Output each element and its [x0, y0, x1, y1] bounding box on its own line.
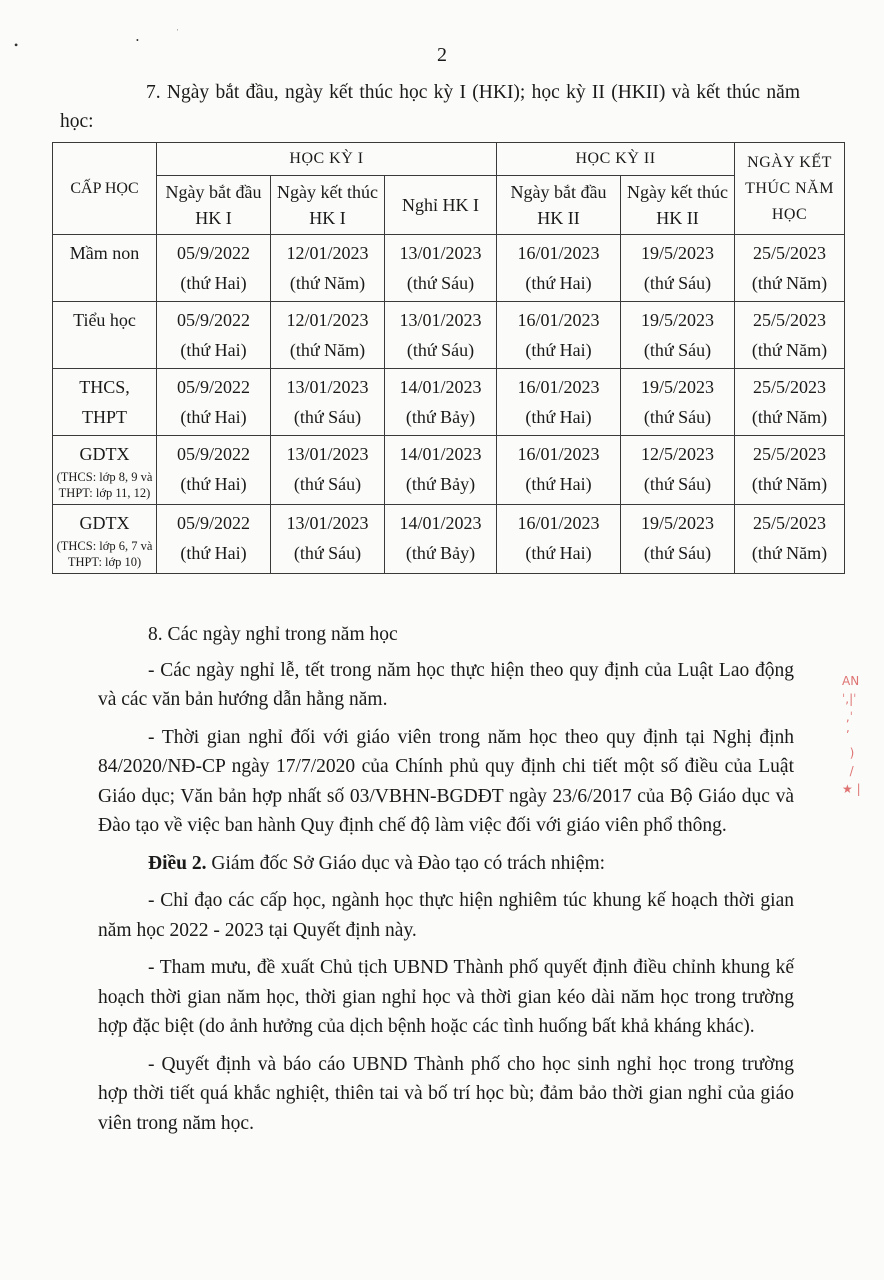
row-level-label: Mầm non [69, 243, 140, 263]
seal-text: AN [842, 674, 860, 688]
section-8-paragraph-1: - Các ngày nghỉ lễ, tết trong năm học thực hiện theo quy định của Luật Lao động và các văn bản hướng dẫn hằng năm. [98, 659, 794, 710]
row-level-cell [53, 436, 157, 505]
date-cell [385, 436, 497, 505]
date-cell [385, 369, 497, 436]
row-level-cell [53, 235, 157, 302]
date-value: 13/01/2023 [286, 444, 369, 464]
date-value: 05/9/2022 [176, 310, 250, 330]
table-row [53, 302, 845, 369]
date-value: 16/01/2023 [517, 310, 600, 330]
section-7-heading: 7. Ngày bắt đầu, ngày kết thúc học kỳ I (HKI); học kỳ II (HKII) và kết thúc năm học: [60, 82, 800, 132]
scan-speck: • [14, 38, 19, 52]
date-value: 05/9/2022 [176, 243, 250, 263]
weekday-value: (thứ Sáu) [643, 543, 712, 563]
date-value: 25/5/2023 [753, 310, 827, 330]
section-8-heading: 8. Các ngày nghỉ trong năm học [148, 624, 398, 645]
date-cell [157, 302, 271, 369]
date-cell [497, 369, 621, 436]
row-level-label: GDTX [79, 444, 130, 464]
date-cell [385, 235, 497, 302]
row-level-label: Tiểu học [73, 310, 136, 330]
weekday-value: (thứ Sáu) [406, 273, 475, 293]
weekday-value: (thứ Hai) [180, 340, 247, 360]
header-end-hk2: Ngày kết thúc HK II [621, 176, 735, 235]
weekday-value: (thứ Hai) [180, 474, 247, 494]
date-cell [271, 302, 385, 369]
weekday-value: (thứ Năm) [289, 273, 366, 293]
table-row [53, 436, 845, 505]
row-level-note: (THCS: lớp 6, 7 và THPT: lớp 10) [56, 539, 153, 569]
weekday-value: (thứ Sáu) [643, 273, 712, 293]
weekday-value: (thứ Sáu) [293, 474, 362, 494]
weekday-value: (thứ Hai) [525, 474, 592, 494]
date-value: 19/5/2023 [641, 243, 715, 263]
table-subheader-row [53, 176, 845, 235]
date-cell [497, 302, 621, 369]
weekday-value: (thứ Sáu) [293, 543, 362, 563]
scan-speck: • [136, 36, 139, 45]
header-start-hk1: Ngày bắt đầu HK I [157, 176, 271, 235]
row-level-cell [53, 302, 157, 369]
scan-speck: ˈ [176, 28, 179, 37]
date-value: 16/01/2023 [517, 444, 600, 464]
date-value: 12/5/2023 [641, 444, 715, 464]
table-header-row [53, 143, 845, 176]
weekday-value: (thứ Sáu) [643, 407, 712, 427]
date-cell [621, 235, 735, 302]
weekday-value: (thứ Năm) [751, 340, 828, 360]
date-value: 14/01/2023 [399, 377, 482, 397]
date-cell [157, 436, 271, 505]
date-value: 05/9/2022 [176, 513, 250, 533]
article-2-item-2: - Tham mưu, đề xuất Chủ tịch UBND Thành phố quyết định điều chỉnh khung kế hoạch thời gian năm học, thời gian nghỉ học và thời gian kéo dài năm học trong trường hợp đặc biệt (do ảnh hưởng của dịch bệnh hoặc các tình huống bất khả kháng khác). [98, 957, 794, 1037]
date-cell [497, 505, 621, 574]
weekday-value: (thứ Sáu) [406, 340, 475, 360]
weekday-value: (thứ Hai) [525, 340, 592, 360]
row-level-cell [53, 505, 157, 574]
weekday-value: (thứ Năm) [751, 474, 828, 494]
row-level-label: THCS, THPT [79, 377, 130, 427]
article-2-item-3: - Quyết định và báo cáo UBND Thành phố cho học sinh nghỉ học trong trường hợp thời tiết quá khắc nghiệt, thiên tai và bố trí học bù; đảm bảo thời gian nghỉ của giáo viên trong năm học. [98, 1053, 794, 1134]
date-cell [385, 302, 497, 369]
seal-mark: ) [842, 746, 855, 760]
date-cell [157, 235, 271, 302]
date-value: 19/5/2023 [641, 513, 715, 533]
article-2-intro [98, 849, 794, 879]
document-body [98, 620, 794, 1146]
date-value: 13/01/2023 [286, 513, 369, 533]
date-cell [157, 505, 271, 574]
date-value: 13/01/2023 [399, 310, 482, 330]
date-cell [271, 436, 385, 505]
date-cell [735, 302, 845, 369]
table-row [53, 505, 845, 574]
seal-star-icon: ★ | [842, 782, 861, 796]
row-level-cell [53, 369, 157, 436]
weekday-value: (thứ Năm) [751, 543, 828, 563]
date-value: 13/01/2023 [286, 377, 369, 397]
date-value: 25/5/2023 [753, 444, 827, 464]
header-level: CẤP HỌC [53, 143, 157, 235]
date-value: 14/01/2023 [399, 444, 482, 464]
date-value: 16/01/2023 [517, 513, 600, 533]
date-value: 14/01/2023 [399, 513, 482, 533]
weekday-value: (thứ Hai) [180, 273, 247, 293]
weekday-value: (thứ Sáu) [643, 474, 712, 494]
header-start-hk2: Ngày bắt đầu HK II [497, 176, 621, 235]
date-value: 25/5/2023 [753, 513, 827, 533]
weekday-value: (thứ Năm) [751, 273, 828, 293]
weekday-value: (thứ Hai) [525, 407, 592, 427]
header-end-hk1: Ngày kết thúc HK I [271, 176, 385, 235]
date-value: 16/01/2023 [517, 377, 600, 397]
date-value: 12/01/2023 [286, 243, 369, 263]
header-break-hk1: Nghỉ HK I [385, 176, 497, 235]
weekday-value: (thứ Sáu) [643, 340, 712, 360]
header-semester-1: HỌC KỲ I [157, 143, 497, 176]
date-cell [735, 235, 845, 302]
article-2-intro-text: Giám đốc Sở Giáo dục và Đào tạo có trách nhiệm: [206, 852, 606, 874]
weekday-value: (thứ Hai) [180, 407, 247, 427]
seal-mark: ˈ,|ˈ [842, 692, 857, 706]
date-cell [497, 235, 621, 302]
date-cell [271, 369, 385, 436]
school-year-schedule-table [52, 142, 845, 574]
date-cell [621, 436, 735, 505]
weekday-value: (thứ Sáu) [293, 407, 362, 427]
weekday-value: (thứ Hai) [180, 543, 247, 563]
header-semester-2: HỌC KỲ II [497, 143, 735, 176]
date-cell [271, 235, 385, 302]
row-level-label: GDTX [79, 513, 130, 533]
date-value: 19/5/2023 [641, 310, 715, 330]
date-cell [735, 436, 845, 505]
date-cell [621, 302, 735, 369]
page-number: 2 [437, 44, 447, 66]
seal-mark: ʼ [842, 728, 850, 742]
date-value: 13/01/2023 [399, 243, 482, 263]
weekday-value: (thứ Năm) [289, 340, 366, 360]
seal-mark: / [842, 764, 854, 778]
date-value: 25/5/2023 [753, 377, 827, 397]
weekday-value: (thứ Năm) [751, 407, 828, 427]
weekday-value: (thứ Hai) [525, 273, 592, 293]
date-value: 05/9/2022 [176, 377, 250, 397]
row-level-note: (THCS: lớp 8, 9 và THPT: lớp 11, 12) [56, 470, 153, 500]
date-value: 05/9/2022 [176, 444, 250, 464]
red-seal-fragment [842, 672, 880, 832]
weekday-value: (thứ Bảy) [405, 407, 476, 427]
date-cell [735, 369, 845, 436]
section-8-paragraph-2: - Thời gian nghỉ đối với giáo viên trong năm học theo quy định tại Nghị định 84/2020/NĐ-CP ngày 17/7/2020 của Chính phủ quy định chi tiết một số điều của Luật Giáo dục; Văn bản hợp nhất số 03/VBHN-BGDĐT ngày 23/6/2017 của Bộ Giáo dục và Đào tạo về việc ban hành Quy định chế độ làm việc đối với giáo viên phổ thông. [98, 726, 794, 836]
table-row [53, 235, 845, 302]
date-value: 12/01/2023 [286, 310, 369, 330]
date-cell [385, 505, 497, 574]
date-cell [157, 369, 271, 436]
article-2-label: Điều 2. [148, 852, 207, 874]
date-cell [621, 369, 735, 436]
date-value: 16/01/2023 [517, 243, 600, 263]
date-value: 25/5/2023 [753, 243, 827, 263]
date-cell [621, 505, 735, 574]
article-2-item-1: - Chỉ đạo các cấp học, ngành học thực hiện nghiêm túc khung kế hoạch thời gian năm học 2022 - 2023 tại Quyết định này. [98, 890, 794, 941]
table-row [53, 369, 845, 436]
header-end-of-year: NGÀY KẾT THÚC NĂM HỌC [735, 143, 845, 235]
date-cell [271, 505, 385, 574]
weekday-value: (thứ Bảy) [405, 543, 476, 563]
weekday-value: (thứ Hai) [525, 543, 592, 563]
seal-mark: ,ˈ [842, 710, 853, 724]
date-cell [497, 436, 621, 505]
weekday-value: (thứ Bảy) [405, 474, 476, 494]
date-value: 19/5/2023 [641, 377, 715, 397]
date-cell [735, 505, 845, 574]
